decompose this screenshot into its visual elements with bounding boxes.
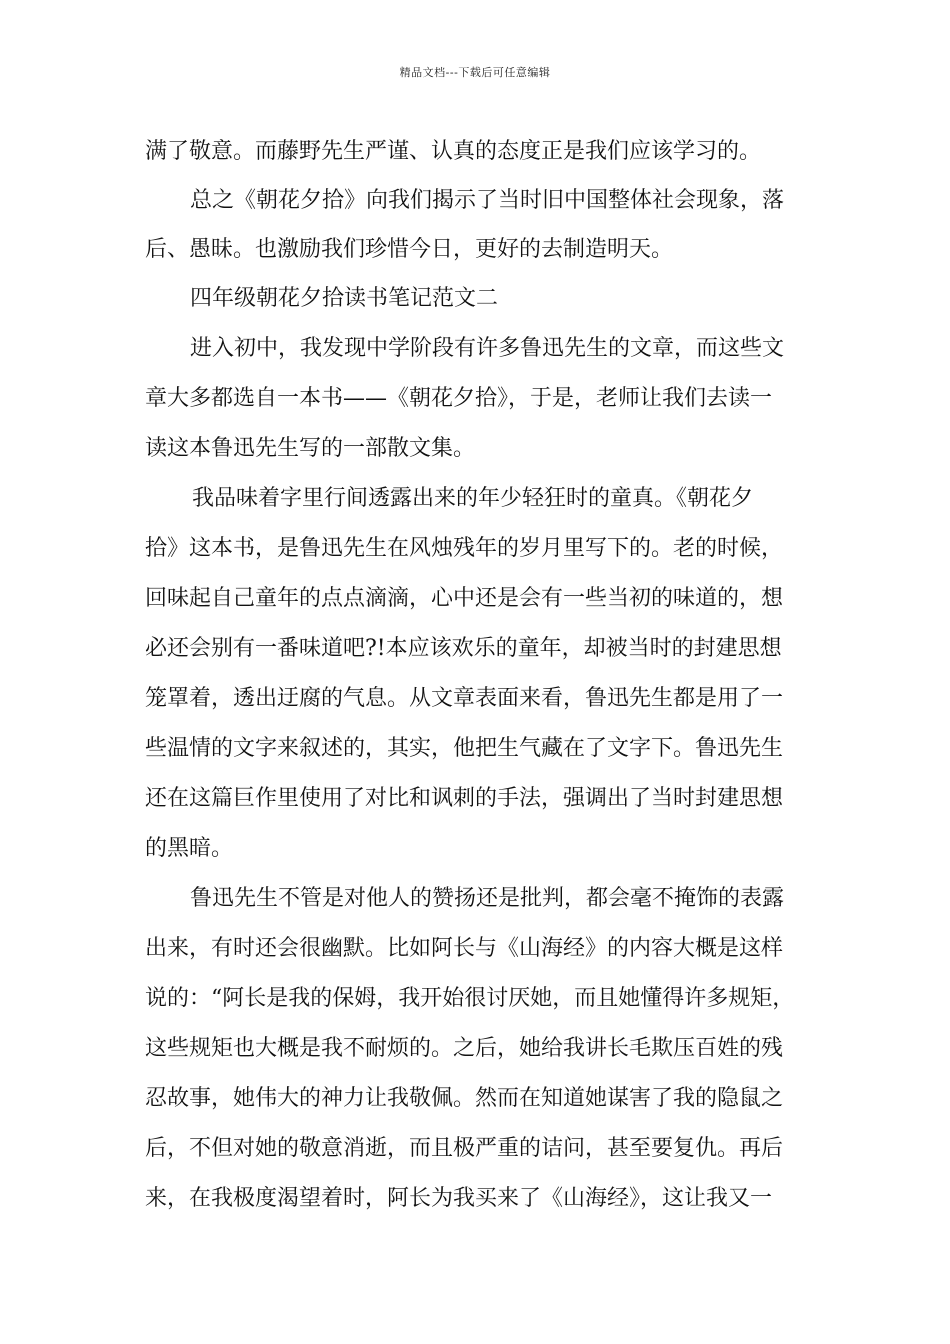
text-line-7: 读这本鲁迅先生写的一部散文集。 [145, 436, 476, 461]
text-line-9: 拾》这本书，是鲁迅先生在风烛残年的岁月里写下的。老的时候， [145, 536, 784, 561]
text-line-11: 必还会别有一番味道吧?!本应该欢乐的童年，却被当时的封建思想 [145, 636, 782, 661]
text-line-8: 我品味着字里行间透露出来的年少轻狂时的童真。《朝花夕 [192, 486, 754, 511]
text-line-17: 出来，有时还会很幽默。比如阿长与《山海经》的内容大概是这样 [145, 936, 784, 961]
text-line-2: 总之《朝花夕拾》向我们揭示了当时旧中国整体社会现象，落 [190, 188, 785, 213]
page-header: 精品文档---下载后可任意编辑 [399, 66, 551, 79]
text-line-15: 的黑暗。 [145, 836, 234, 861]
text-line-13: 些温情的文字来叙述的，其实，他把生气藏在了文字下。鲁迅先生 [145, 736, 784, 761]
text-line-12: 笼罩着，透出迂腐的气息。从文章表面来看，鲁迅先生都是用了一 [145, 686, 784, 711]
text-line-14: 还在这篇巨作里使用了对比和讽刺的手法，强调出了当时封建思想 [145, 786, 784, 811]
text-line-1: 满了敬意。而藤野先生严谨、认真的态度正是我们应该学习的。 [145, 139, 762, 164]
text-line-6: 章大多都选自一本书——《朝花夕拾》，于是，老师让我们去读一 [145, 386, 773, 411]
text-line-20: 忍故事，她伟大的神力让我敬佩。然而在知道她谋害了我的隐鼠之 [145, 1086, 784, 1111]
text-line-3: 后、愚昧。也激励我们珍惜今日，更好的去制造明天。 [145, 237, 674, 262]
text-line-10: 回味起自己童年的点点滴滴，心中还是会有一些当初的味道的，想 [145, 586, 784, 611]
section-heading: 四年级朝花夕拾读书笔记范文二 [190, 286, 499, 311]
text-line-16: 鲁迅先生不管是对他人的赞扬还是批判，都会毫不掩饰的表露 [190, 886, 785, 911]
text-line-5: 进入初中，我发现中学阶段有许多鲁迅先生的文章，而这些文 [190, 336, 785, 361]
text-line-19: 这些规矩也大概是我不耐烦的。之后，她给我讲长毛欺压百姓的残 [145, 1036, 784, 1061]
text-line-22: 来，在我极度渴望着时，阿长为我买来了《山海经》，这让我又一 [145, 1186, 773, 1211]
text-line-21: 后，不但对她的敬意消逝，而且极严重的诘问，甚至要复仇。再后 [145, 1136, 784, 1161]
text-line-18: 说的：“阿长是我的保姆，我开始很讨厌她，而且她懂得许多规矩， [145, 986, 795, 1011]
